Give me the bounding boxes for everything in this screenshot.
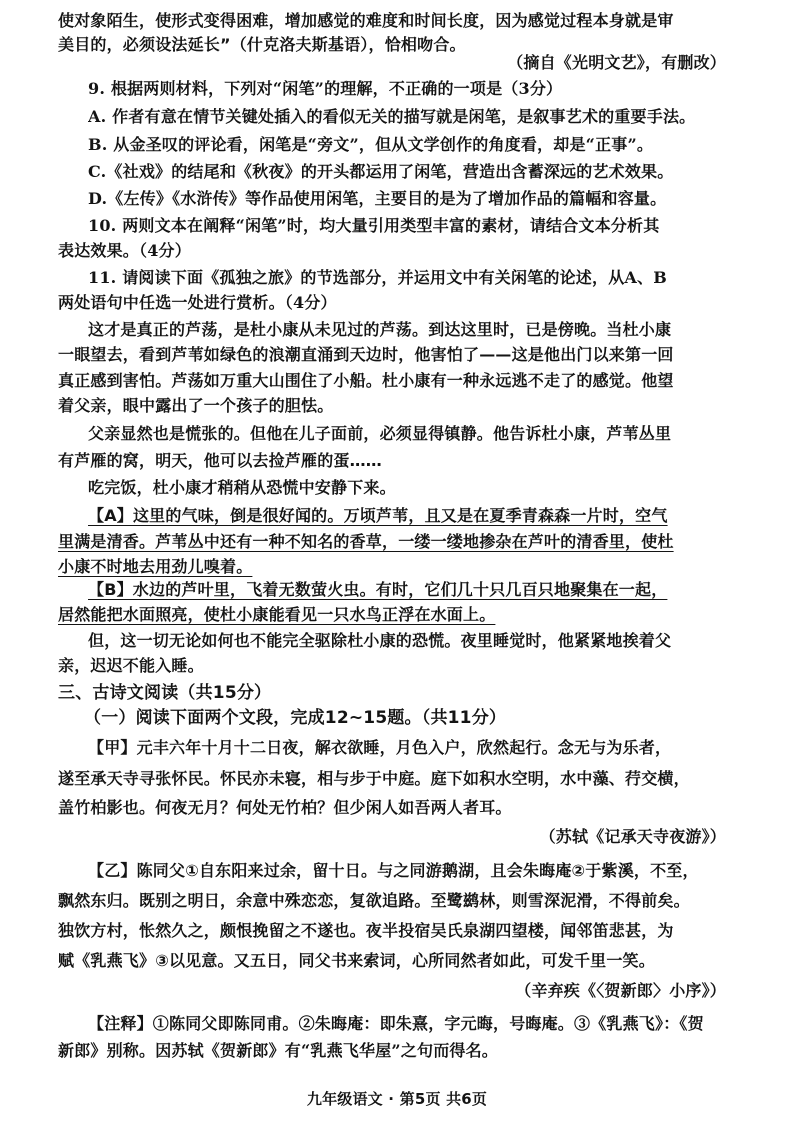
question-10: 10. 两则文本在阐释“闲笔”时，均大量引用类型丰富的素材，请结合文本分析其: [88, 216, 660, 235]
option-d: D.《左传》《水浒传》等作品使用闲笔，主要目的是为了增加作品的篇幅和容量。: [88, 189, 667, 208]
source-citation: （苏轼《记承天寺夜游》）: [539, 827, 726, 846]
option-c: C.《社戏》的结尾和《秋夜》的开头都运用了闲笔，营造出含蓄深远的艺术效果。: [88, 162, 674, 181]
passage-a-line: 小康不时地去用劲儿嗅着。: [58, 557, 253, 576]
passage-line: 有芦雁的窝，明天，他可以去捡芦雁的蛋……: [58, 451, 383, 470]
passage-b-line: 【B】水边的芦叶里，飞着无数萤火虫。有时，它们几十只几百只地聚集在一起，: [88, 580, 668, 599]
option-a: A. 作者有意在情节关键处插入的看似无关的描写就是闲笔，是叙事艺术的重要手法。: [88, 107, 696, 126]
source-citation: （摘自《光明文艺》，有删改）: [507, 53, 726, 72]
question-11: 11. 请阅读下面《孤独之旅》的节选部分，并运用文中有关闲笔的论述，从A、B: [88, 268, 667, 287]
passage-line: 一眼望去，看到芦苇如绿色的浪潮直涌到天边时，他害怕了——这是他出门以来第一回: [58, 345, 674, 364]
source-citation: （辛弃疾《〈贺新郎〉小序》）: [515, 981, 726, 1000]
question-9: 9. 根据两则材料，下列对“闲笔”的理解，不正确的一项是（3分）: [88, 79, 563, 98]
page-footer: 九年级语文 · 第5页 共6页: [306, 1090, 488, 1108]
text-line: 两处语句中任选一处进行赏析。（4分）: [58, 293, 337, 312]
passage-a-line: 【A】这里的气味，倒是很好闻的。万顷芦苇，且又是在夏季青森森一片时，空气: [88, 506, 668, 525]
passage-b-line: 居然能把水面照亮，使杜小康能看见一只水鸟正浮在水面上。: [58, 605, 496, 624]
classical-text-line: 【甲】元丰六年十月十二日夜，解衣欲睡，月色入户，欣然起行。念无与为乐者，: [88, 738, 672, 757]
subsection-heading: （一）阅读下面两个文段，完成12~15题。（共11分）: [84, 708, 507, 728]
passage-line: 这才是真正的芦荡，是杜小康从未见过的芦荡。到达这里时，已是傍晚。当杜小康: [88, 320, 672, 339]
classical-text-line: 【乙】陈同父①自东阳来过余，留十日。与之同游鹅湖，且会朱晦庵②于紫溪，不至，: [88, 861, 699, 880]
passage-line: 父亲显然也是慌张的。但他在儿子面前，必须显得镇静。他告诉杜小康，芦苇丛里: [88, 424, 672, 443]
classical-text-line: 盖竹柏影也。何夜无月？何处无竹柏？但少闲人如吾两人者耳。: [58, 798, 512, 817]
annotation-line: 新郎》别称。因苏轼《贺新郎》有“乳燕飞华屋”之句而得名。: [58, 1041, 499, 1060]
classical-text-line: 飘然东归。既别之明日，余意中殊恋恋，复欲追路。至鹭鹚林，则雪深泥滑，不得前矣。: [58, 891, 690, 910]
passage-a-line: 里满是清香。芦苇丛中还有一种不知名的香草，一缕一缕地掺杂在芦叶的清香里，使杜: [58, 532, 674, 551]
classical-text-line: 遂至承天寺寻张怀民。怀民亦未寝，相与步于中庭。庭下如积水空明，水中藻、荇交横，: [58, 769, 690, 788]
classical-text-line: 赋《乳燕飞》③以见意。又五日，同父书来索词，心所同然者如此，可发千里一笑。: [58, 951, 655, 970]
text-line: 美目的，必须设法延长”（什克洛夫斯基语），恰相吻合。: [58, 35, 466, 54]
passage-line: 但，这一切无论如何也不能完全驱除杜小康的恐慌。夜里睡觉时，他紧紧地挨着父: [88, 631, 672, 650]
section-heading: 三、古诗文阅读（共15分）: [58, 683, 272, 703]
text-line: 使对象陌生，使形式变得困难，增加感觉的难度和时间长度，因为感觉过程本身就是审: [58, 11, 674, 30]
annotation-line: 【注释】①陈同父即陈同甫。②朱晦庵：即朱熹，字元晦，号晦庵。③《乳燕飞》：《贺: [88, 1014, 704, 1033]
option-b: B. 从金圣叹的评论看，闲笔是“旁文”，但从文学创作的角度看，却是“正事”。: [88, 135, 654, 154]
passage-line: 吃完饭，杜小康才稍稍从恐慌中安静下来。: [88, 478, 396, 497]
passage-line: 亲，迟迟不能入睡。: [58, 656, 204, 675]
passage-line: 真正感到害怕。芦荡如万重大山围住了小船。杜小康有一种永远逃不走了的感觉。他望: [58, 371, 674, 390]
text-line: 表达效果。（4分）: [58, 241, 191, 260]
classical-text-line: 独饮方村，怅然久之，颇恨挽留之不遂也。夜半投宿吴氏泉湖四望楼，闻邻笛悲甚，为: [58, 921, 674, 940]
passage-line: 着父亲，眼中露出了一个孩子的胆怯。: [58, 396, 334, 415]
